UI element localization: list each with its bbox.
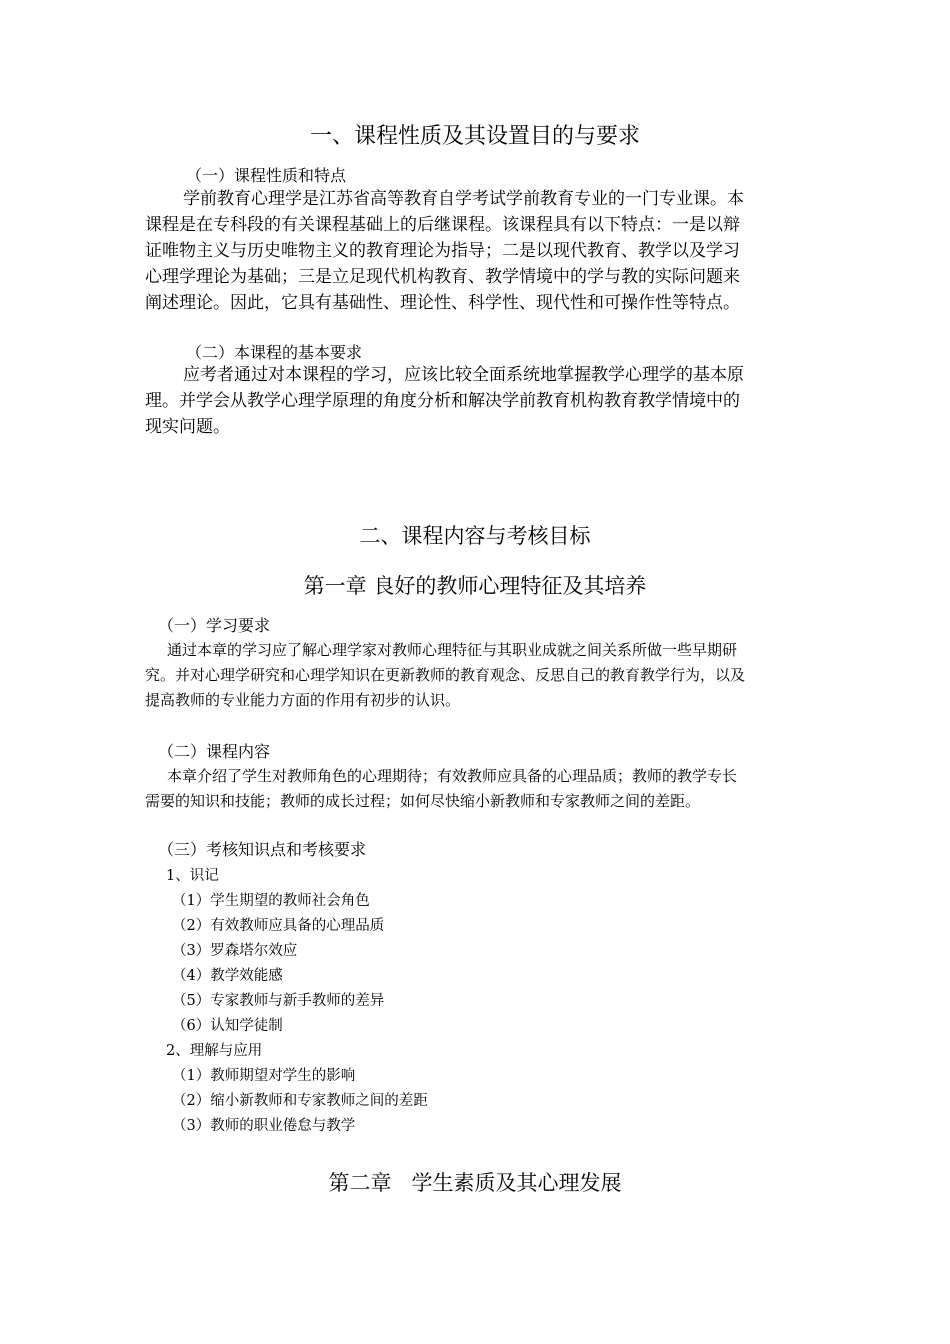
section1-sub1-heading: （一）课程性质和特点 [186,166,347,185]
apply-heading: 2、理解与应用 [166,1043,263,1059]
section1-title: 一、课程性质及其设置目的与要求 [309,124,640,149]
list-item: （1）学生期望的教师社会角色 [172,893,370,909]
chapter2-title: 第二章 学生素质及其心理发展 [328,1171,622,1195]
paragraph-line: 提高教师的专业能力方面的作用有初步的认识。 [145,691,461,709]
paragraph-line: 课程是在专科段的有关课程基础上的后继课程。该课程具有以下特点：一是以辩 [145,215,740,235]
section2-title: 二、课程内容与考核目标 [359,524,591,548]
section1-sub1-paragraph [145,186,810,316]
section1-sub2-paragraph [145,362,810,440]
list-item: （3）教师的职业倦怠与教学 [172,1118,356,1134]
chapter1-title: 第一章 良好的教师心理特征及其培养 [303,574,647,598]
paragraph-line: 究。并对心理学研究和心理学知识在更新教师的教育观念、反思自己的教育教学行为，以及 [145,666,746,684]
paragraph-line: 心理学理论为基础；三是立足现代机构教育、教学情境中的学与教的实际问题来 [145,267,740,287]
recall-heading: 1、识记 [166,868,219,884]
paragraph-line: 应考者通过对本课程的学习，应该比较全面系统地掌握教学心理学的基本原 [183,365,744,385]
paragraph-line: 阐述理论。因此，它具有基础性、理论性、科学性、现代性和可操作性等特点。 [145,293,740,313]
section1-sub2-heading: （二）本课程的基本要求 [186,343,363,362]
chapter1-exam-heading: （三）考核知识点和考核要求 [158,840,367,859]
paragraph-line: 需要的知识和技能；教师的成长过程；如何尽快缩小新教师和专家教师之间的差距。 [145,792,701,810]
paragraph-line: 通过本章的学习应了解心理学家对教师心理特征与其职业成就之间关系所做一些早期研 [167,641,738,659]
chapter1-content-heading: （二）课程内容 [158,742,271,761]
list-item: （5）专家教师与新手教师的差异 [172,993,385,1009]
paragraph-line: 本章介绍了学生对教师角色的心理期待；有效教师应具备的心理品质；教师的教学专长 [167,767,738,785]
list-item: （6）认知学徒制 [172,1018,283,1034]
list-item: （3）罗森塔尔效应 [172,943,298,959]
paragraph-line: 理。并学会从教学心理学原理的角度分析和解决学前教育机构教育教学情境中的 [145,391,740,411]
paragraph-line: 学前教育心理学是江苏省高等教育自学考试学前教育专业的一门专业课。本 [183,189,744,209]
list-item: （2）有效教师应具备的心理品质 [172,918,385,934]
paragraph-line: 现实问题。 [145,417,230,437]
chapter1-content-paragraph [145,764,810,814]
chapter1-learning-paragraph [145,638,810,713]
list-item: （4）教学效能感 [172,968,283,984]
paragraph-line: 证唯物主义与历史唯物主义的教育理论为指导；二是以现代教育、教学以及学习 [145,241,740,261]
list-item: （1）教师期望对学生的影响 [172,1068,356,1084]
list-item: （2）缩小新教师和专家教师之间的差距 [172,1093,428,1109]
chapter1-learning-heading: （一）学习要求 [158,616,271,635]
